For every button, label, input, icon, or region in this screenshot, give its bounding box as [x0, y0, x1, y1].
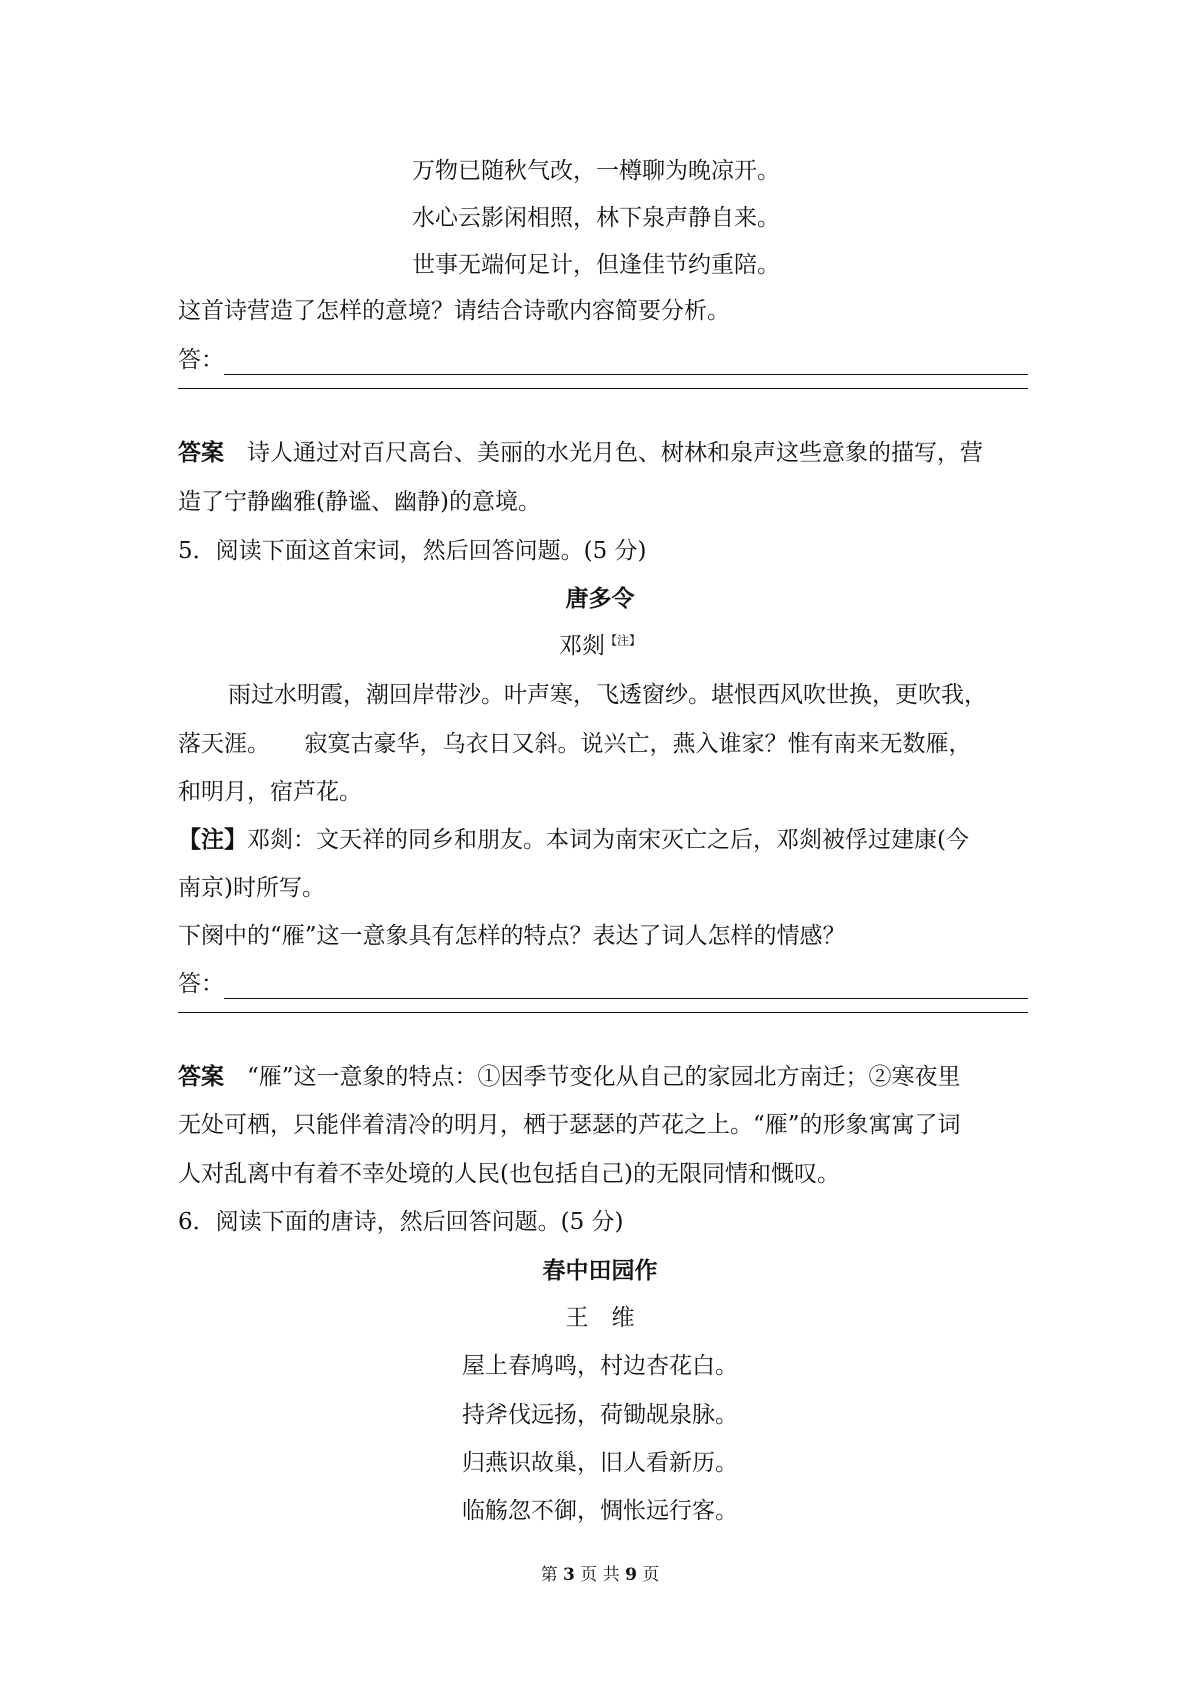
q5-question: 下阕中的“雁”这一意象具有怎样的特点？表达了词人怎样的情感？	[178, 923, 846, 949]
q5-note-mark: 【注】	[604, 633, 641, 648]
poem1-line-1: 万物已随秋气改，一樽聊为晚凉开。	[412, 158, 780, 184]
q6-poem-line-4: 临觞忽不御，惆怅远行客。	[462, 1498, 738, 1524]
q5-note-2: 南京)时所写。	[178, 875, 325, 901]
q5-answer-3: 人对乱离中有着不幸处境的人民(也包括自己)的无限同情和慨叹。	[178, 1161, 840, 1187]
footer-pre: 第	[540, 1565, 558, 1585]
q5-lyric-1: 雨过水明霞，潮回岸带沙。叶声寒，飞透窗纱。堪恨西风吹世换，更吹我，	[228, 682, 987, 708]
q6-poem-line-3: 归燕识故巢，旧人看新历。	[462, 1450, 738, 1476]
answer-blank-line[interactable]	[224, 350, 1028, 375]
answer-blank-line-2[interactable]	[178, 388, 1028, 389]
footer-post: 页	[642, 1565, 660, 1585]
q5-note-1	[178, 825, 1028, 855]
poem1-answer-text-1: 诗人通过对百尺高台、美丽的水光月色、树林和泉声这些意象的描写，营	[247, 440, 983, 466]
q5-answer-prefix: 答：	[178, 971, 224, 997]
q6-poem-line-2: 持斧伐远扬，荷锄觇泉脉。	[462, 1402, 738, 1428]
footer-mid: 页 共	[580, 1565, 620, 1585]
q5-author	[0, 631, 1200, 661]
q5-answer-2: 无处可栖，只能伴着清冷的明月，栖于瑟瑟的芦花之上。“雁”的形象寓寓了词	[178, 1112, 961, 1138]
poem1-question: 这首诗营造了怎样的意境？请结合诗歌内容简要分析。	[178, 298, 730, 324]
answer-blank-line-2[interactable]	[178, 1012, 1028, 1013]
q5-lyric-3: 和明月，宿芦花。	[178, 779, 362, 805]
poem1-answer-2: 造了宁静幽雅(静谧、幽静)的意境。	[178, 489, 541, 515]
answer-label: 答案	[178, 1064, 224, 1090]
q5-answer-field[interactable]	[178, 969, 1028, 999]
q5-lyric-2: 落天涯。 寂寞古豪华，乌衣日又斜。说兴亡，燕入谁家？惟有南来无数雁，	[178, 731, 972, 757]
q5-prompt: 5．阅读下面这首宋词，然后回答问题。(5 分)	[178, 538, 647, 564]
poem1-line-2: 水心云影闲相照，林下泉声静自来。	[412, 205, 780, 231]
poem1-answer-field[interactable]	[178, 345, 1028, 375]
q6-title: 春中田园作	[542, 1258, 658, 1284]
page-footer	[0, 1560, 1200, 1585]
poem1-line-3: 世事无端何足计，但逢佳节约重陪。	[412, 252, 780, 278]
footer-page-number: 3	[563, 1565, 575, 1585]
q5-title: 唐多令	[565, 586, 635, 612]
answer-blank-line[interactable]	[224, 974, 1028, 999]
note-label: 【注】	[178, 827, 247, 853]
answer-label: 答案	[178, 440, 224, 466]
q6-prompt: 6．阅读下面的唐诗，然后回答问题。(5 分)	[178, 1209, 624, 1235]
q5-answer-1	[178, 1062, 1028, 1092]
q6-author: 王 维	[565, 1305, 635, 1331]
q6-poem-line-1: 屋上春鸠鸣，村边杏花白。	[462, 1353, 738, 1379]
poem1-answer-prefix: 答：	[178, 347, 224, 373]
q5-author-name: 邓剡	[558, 633, 605, 659]
q5-answer-text-1: “雁”这一意象的特点：①因季节变化从自己的家园北方南迁；②寒夜里	[247, 1064, 961, 1090]
footer-total-pages: 9	[625, 1565, 637, 1585]
q5-note-text-1: 邓剡：文天祥的同乡和朋友。本词为南宋灭亡之后，邓剡被俘过建康(今	[247, 827, 969, 853]
poem1-answer-1	[178, 438, 1028, 468]
